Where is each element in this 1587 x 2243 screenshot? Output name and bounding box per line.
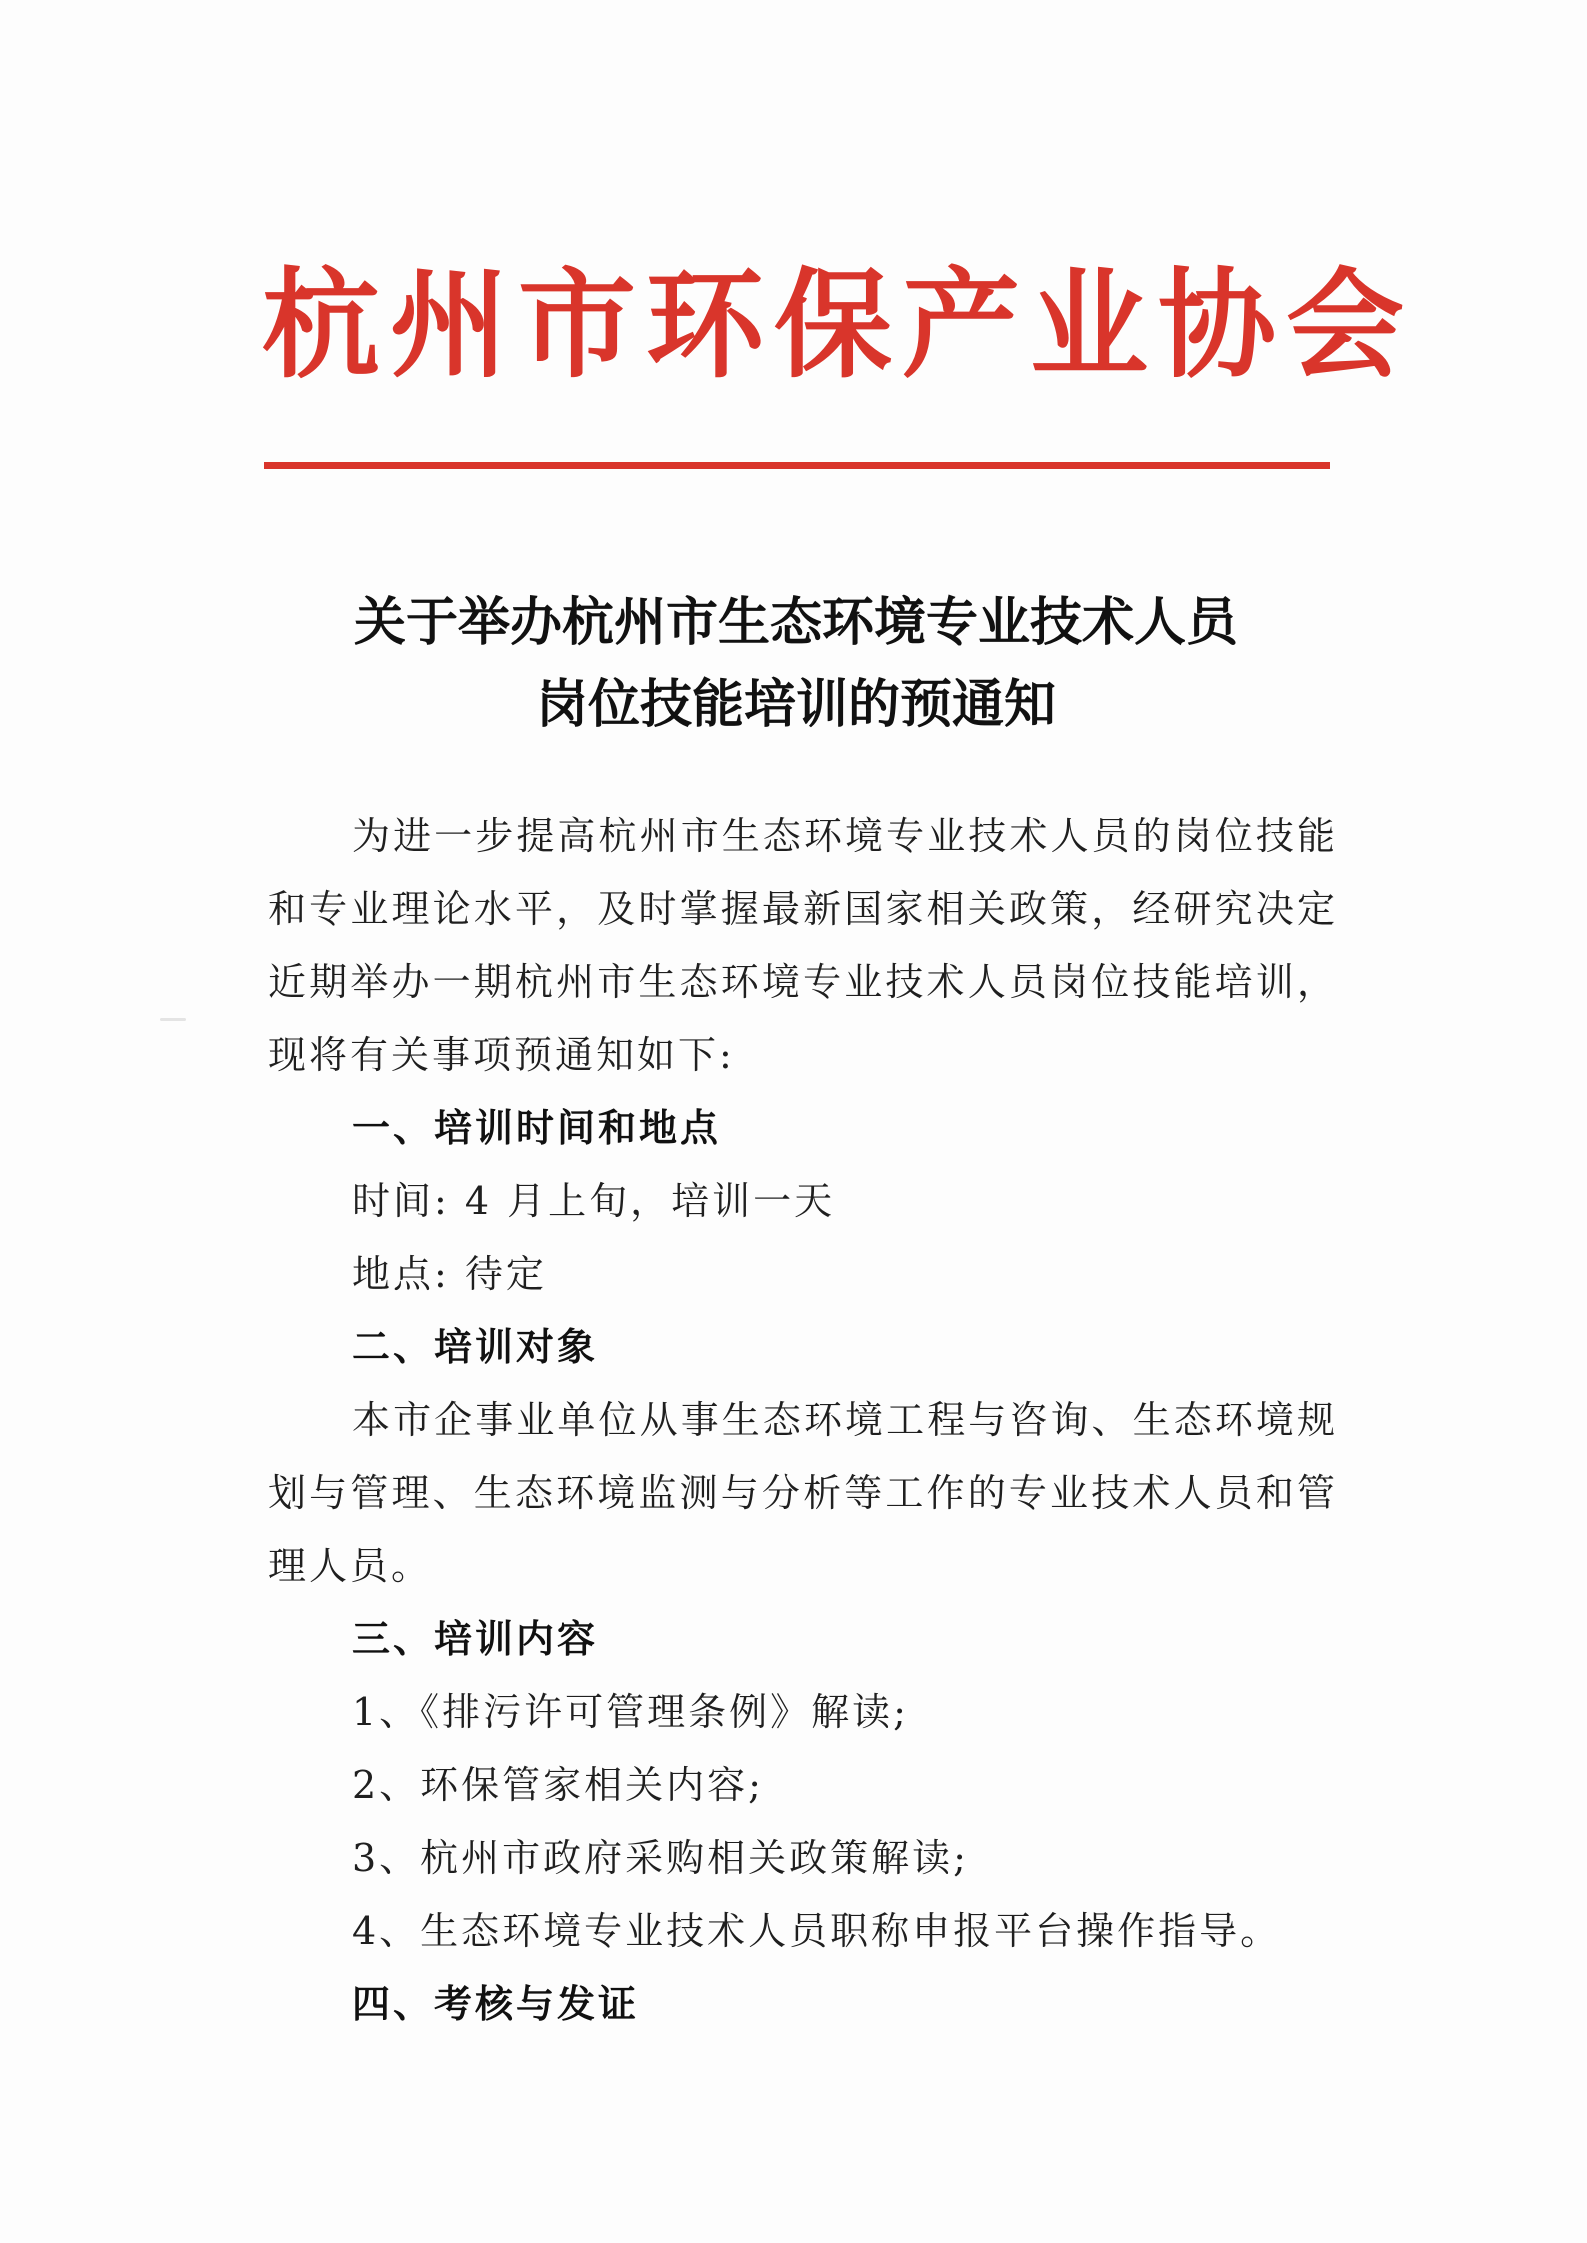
section-heading-time-place: 一、培训时间和地点 (352, 1106, 722, 1150)
content-item-1: 1、《排污许可管理条例》解读; (352, 1690, 909, 1734)
section-heading-content: 三、培训内容 (352, 1617, 599, 1661)
document-title (262, 582, 1330, 746)
content-item-4: 4、生态环境专业技术人员职称申报平台操作指导。 (352, 1909, 1282, 1953)
training-place: 地点: 待定 (352, 1252, 547, 1296)
title-line-2: 岗位技能培训的预通知 (535, 674, 1056, 735)
section-heading-audience: 二、培训对象 (352, 1325, 599, 1369)
title-line-1: 关于举办杭州市生态环境专业技术人员 (353, 592, 1238, 653)
letterhead-org-name: 杭州市环保产业协会 (262, 256, 1415, 394)
letterhead-red-rule (264, 462, 1330, 469)
audience-paragraph: 本市企事业单位从事生态环境工程与咨询、生态环境规划与管理、生态环境监测与分析等工作的专业技术人员和管理人员。 (268, 1398, 1338, 1588)
training-time: 时间: 4 月上旬，培训一天 (352, 1179, 836, 1223)
intro-paragraph: 为进一步提高杭州市生态环境专业技术人员的岗位技能和专业理论水平，及时掌握最新国家相关政策，经研究决定近期举办一期杭州市生态环境专业技术人员岗位技能培训，现将有关事项预通知如下: (268, 814, 1338, 1077)
content-item-2: 2、环保管家相关内容; (352, 1763, 764, 1807)
scan-speck (160, 1018, 186, 1021)
section-heading-assessment: 四、考核与发证 (352, 1982, 640, 2026)
content-item-3: 3、杭州市政府采购相关政策解读; (352, 1836, 969, 1880)
document-body (268, 800, 1338, 2041)
